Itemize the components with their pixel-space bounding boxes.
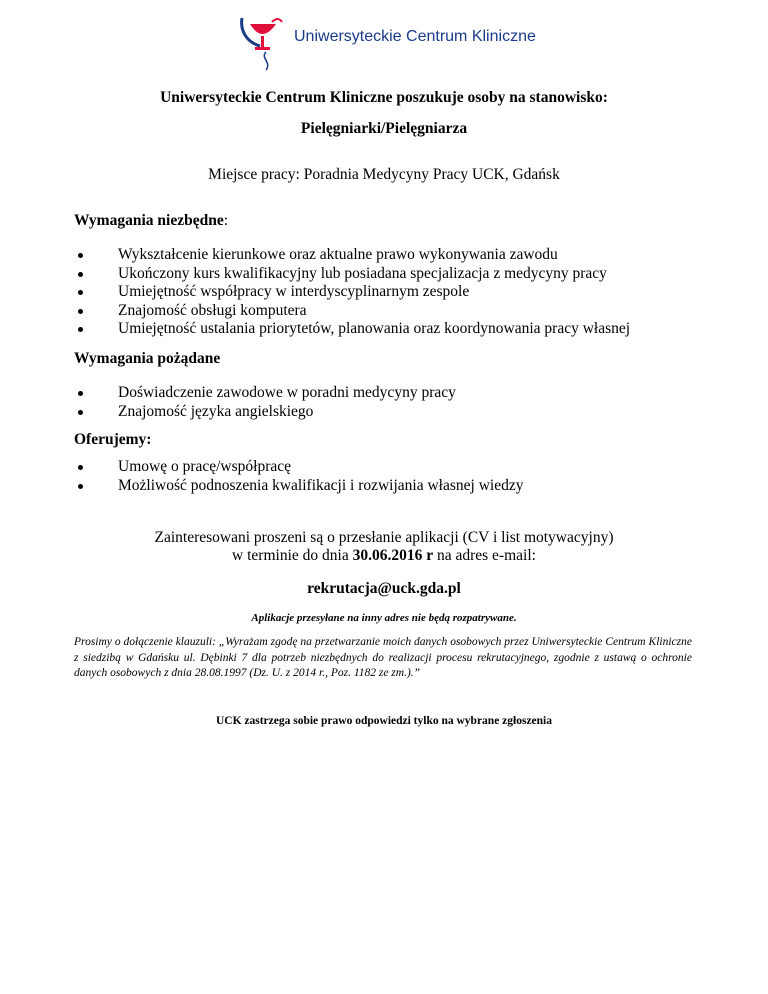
list-item: Umiejętność ustalania priorytetów, planowania oraz koordynowania pracy własnej [74,320,630,339]
consent-clause: Prosimy o dołączenie klauzuli: „Wyrażam zgodę na przetwarzanie moich danych osobowych przez Uniwersyteckie Centrum Kliniczne z siedzibą w Gdańsku ul. Dębinki 7 dla potrzeb niezbędnych do realizacji procesu rekrutacyjnego, zgodnie z ustawą o ochronie danych osobowych z dnia 28.08.1997 (Dz. U. z 2014 r., Poz. 1182 ze zm.).” [74,636,692,679]
offer-list [74,458,523,495]
caduceus-bowl-icon [236,8,296,78]
apply-line-2: w terminie do dnia 30.06.2016 r na adres e-mail: [232,547,536,564]
position-title: Pielęgniarki/Pielęgniarza [300,120,468,137]
list-item: Możliwość podnoszenia kwalifikacji i rozwijania własnej wiedzy [74,477,523,496]
desired-heading: Wymagania pożądane [74,350,221,367]
uck-logo [236,8,536,78]
list-item: Ukończony kurs kwalifikacyjny lub posiadana specjalizacja z medycyny pracy [74,265,630,284]
list-item: Umowę o pracę/współpracę [74,458,523,477]
workplace: Miejsce pracy: Poradnia Medycyny Pracy UCK, Gdańsk [208,166,560,183]
logo-text: Uniwersyteckie Centrum Kliniczne [294,28,536,45]
list-item: Znajomość obsługi komputera [74,302,630,321]
email-link[interactable]: rekrutacja@uck.gda.pl [307,580,461,597]
intro-line: Uniwersyteckie Centrum Kliniczne poszukuje osoby na stanowisko: [160,89,608,106]
offer-heading: Oferujemy: [74,431,152,448]
required-heading: Wymagania niezbędne: [74,212,229,229]
list-item: Doświadczenie zawodowe w poradni medycyny pracy [74,384,456,403]
reservation-note: UCK zastrzega sobie prawo odpowiedzi tylko na wybrane zgłoszenia [215,715,553,727]
list-item: Znajomość języka angielskiego [74,403,456,422]
desired-list [74,384,456,421]
list-item: Wykształcenie kierunkowe oraz aktualne prawo wykonywania zawodu [74,246,630,265]
deadline: 30.06.2016 r [352,547,434,564]
required-list [74,246,630,339]
list-item: Umiejętność współpracy w interdyscyplinarnym zespole [74,283,630,302]
apply-line-1: Zainteresowani proszeni są o przesłanie aplikacji (CV i list motywacyjny) [154,529,614,546]
notice: Aplikacje przesyłane na inny adres nie będą rozpatrywane. [251,612,517,624]
